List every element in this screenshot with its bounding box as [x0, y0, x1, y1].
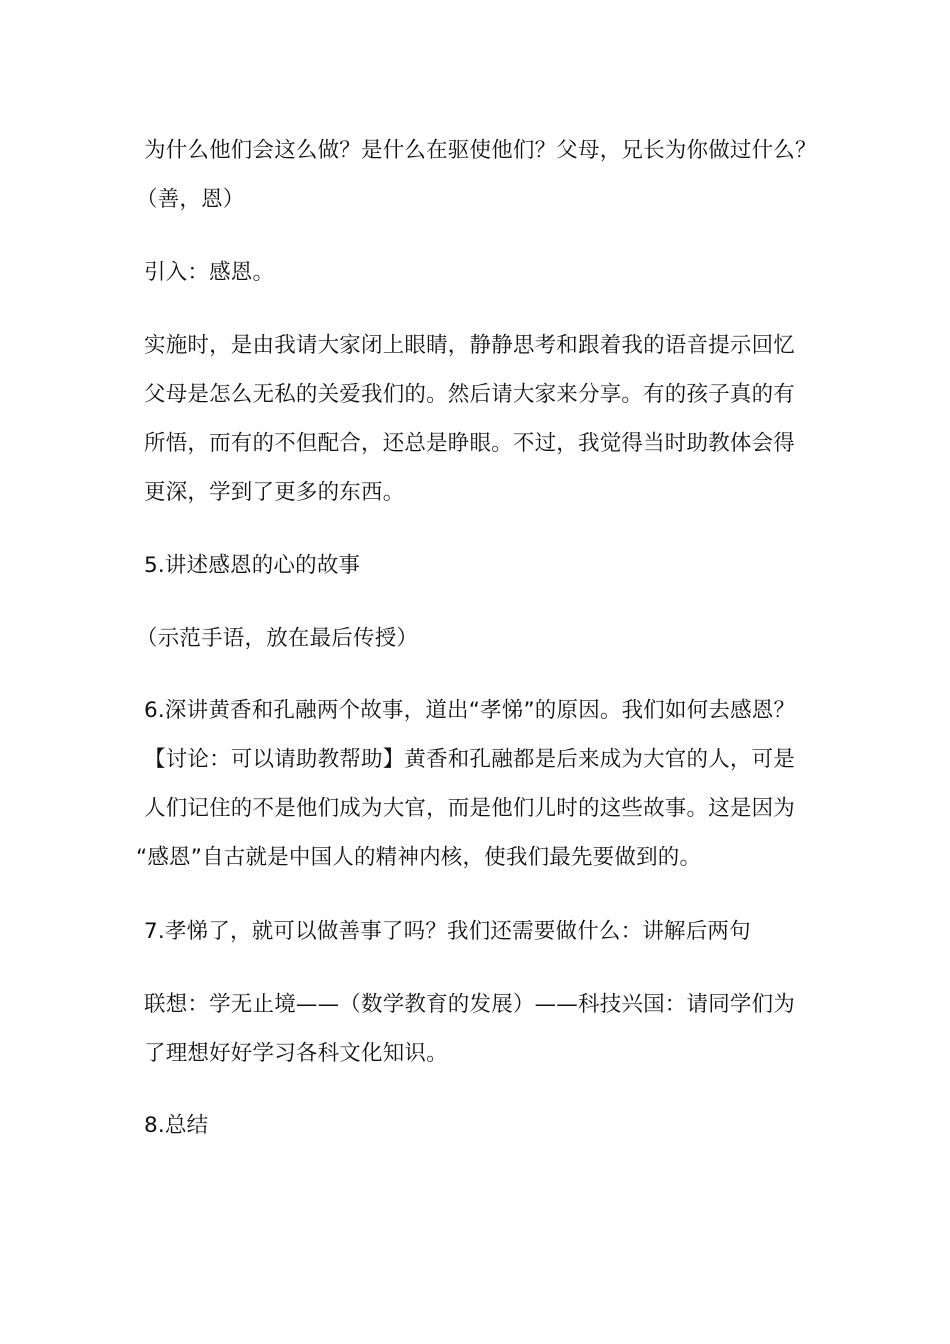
text-line: 5.讲述感恩的心的故事: [144, 553, 361, 578]
paragraph-step-8: [144, 1101, 814, 1150]
paragraph-step-5: [144, 541, 814, 590]
text-line: 联想：学无止境——（数学教育的发展）——科技兴国：请同学们为: [144, 992, 796, 1017]
text-line: 实施时，是由我请大家闭上眼睛，静静思考和跟着我的语音提示回忆: [144, 333, 796, 358]
text-line: 所悟，而有的不但配合，还总是睁眼。不过，我觉得当时助教体会得: [144, 431, 796, 456]
text-line: 更深，学到了更多的东西。: [144, 480, 405, 505]
text-line: 父母是怎么无私的关爱我们的。然后请大家来分享。有的孩子真的有: [144, 382, 796, 407]
text-line: 6.深讲黄香和孔融两个故事，道出“孝悌”的原因。我们如何去感恩？: [144, 698, 796, 723]
paragraph-introduction: [144, 248, 814, 297]
text-line: 了理想好好学习各科文化知识。: [144, 1041, 448, 1066]
paragraph-step-6: [136, 686, 814, 882]
text-line: （示范手语，放在最后传授）: [136, 626, 419, 651]
paragraph-implementation: [144, 321, 814, 517]
text-line: 8.总结: [144, 1113, 209, 1138]
text-line: 为什么他们会这么做？是什么在驱使他们？父母，兄长为你做过什么？: [144, 138, 817, 163]
text-line: 人们记住的不是他们成为大官，而是他们儿时的这些故事。这是因为: [144, 796, 796, 821]
text-line: “感恩”自古就是中国人的精神内核，使我们最先要做到的。: [136, 845, 702, 870]
paragraph-step-7: [144, 907, 814, 956]
text-line: （善，恩）: [136, 187, 245, 212]
text-line: 7.孝悌了，就可以做善事了吗？我们还需要做什么：讲解后两句: [144, 919, 751, 944]
text-line: 【讨论：可以请助教帮助】黄香和孔融都是后来成为大官的人，可是: [144, 747, 796, 772]
text-line: 引入：感恩。: [144, 260, 275, 285]
paragraph-question: [136, 126, 817, 224]
paragraph-sign-language-note: [136, 614, 814, 663]
paragraph-association: [144, 980, 814, 1078]
